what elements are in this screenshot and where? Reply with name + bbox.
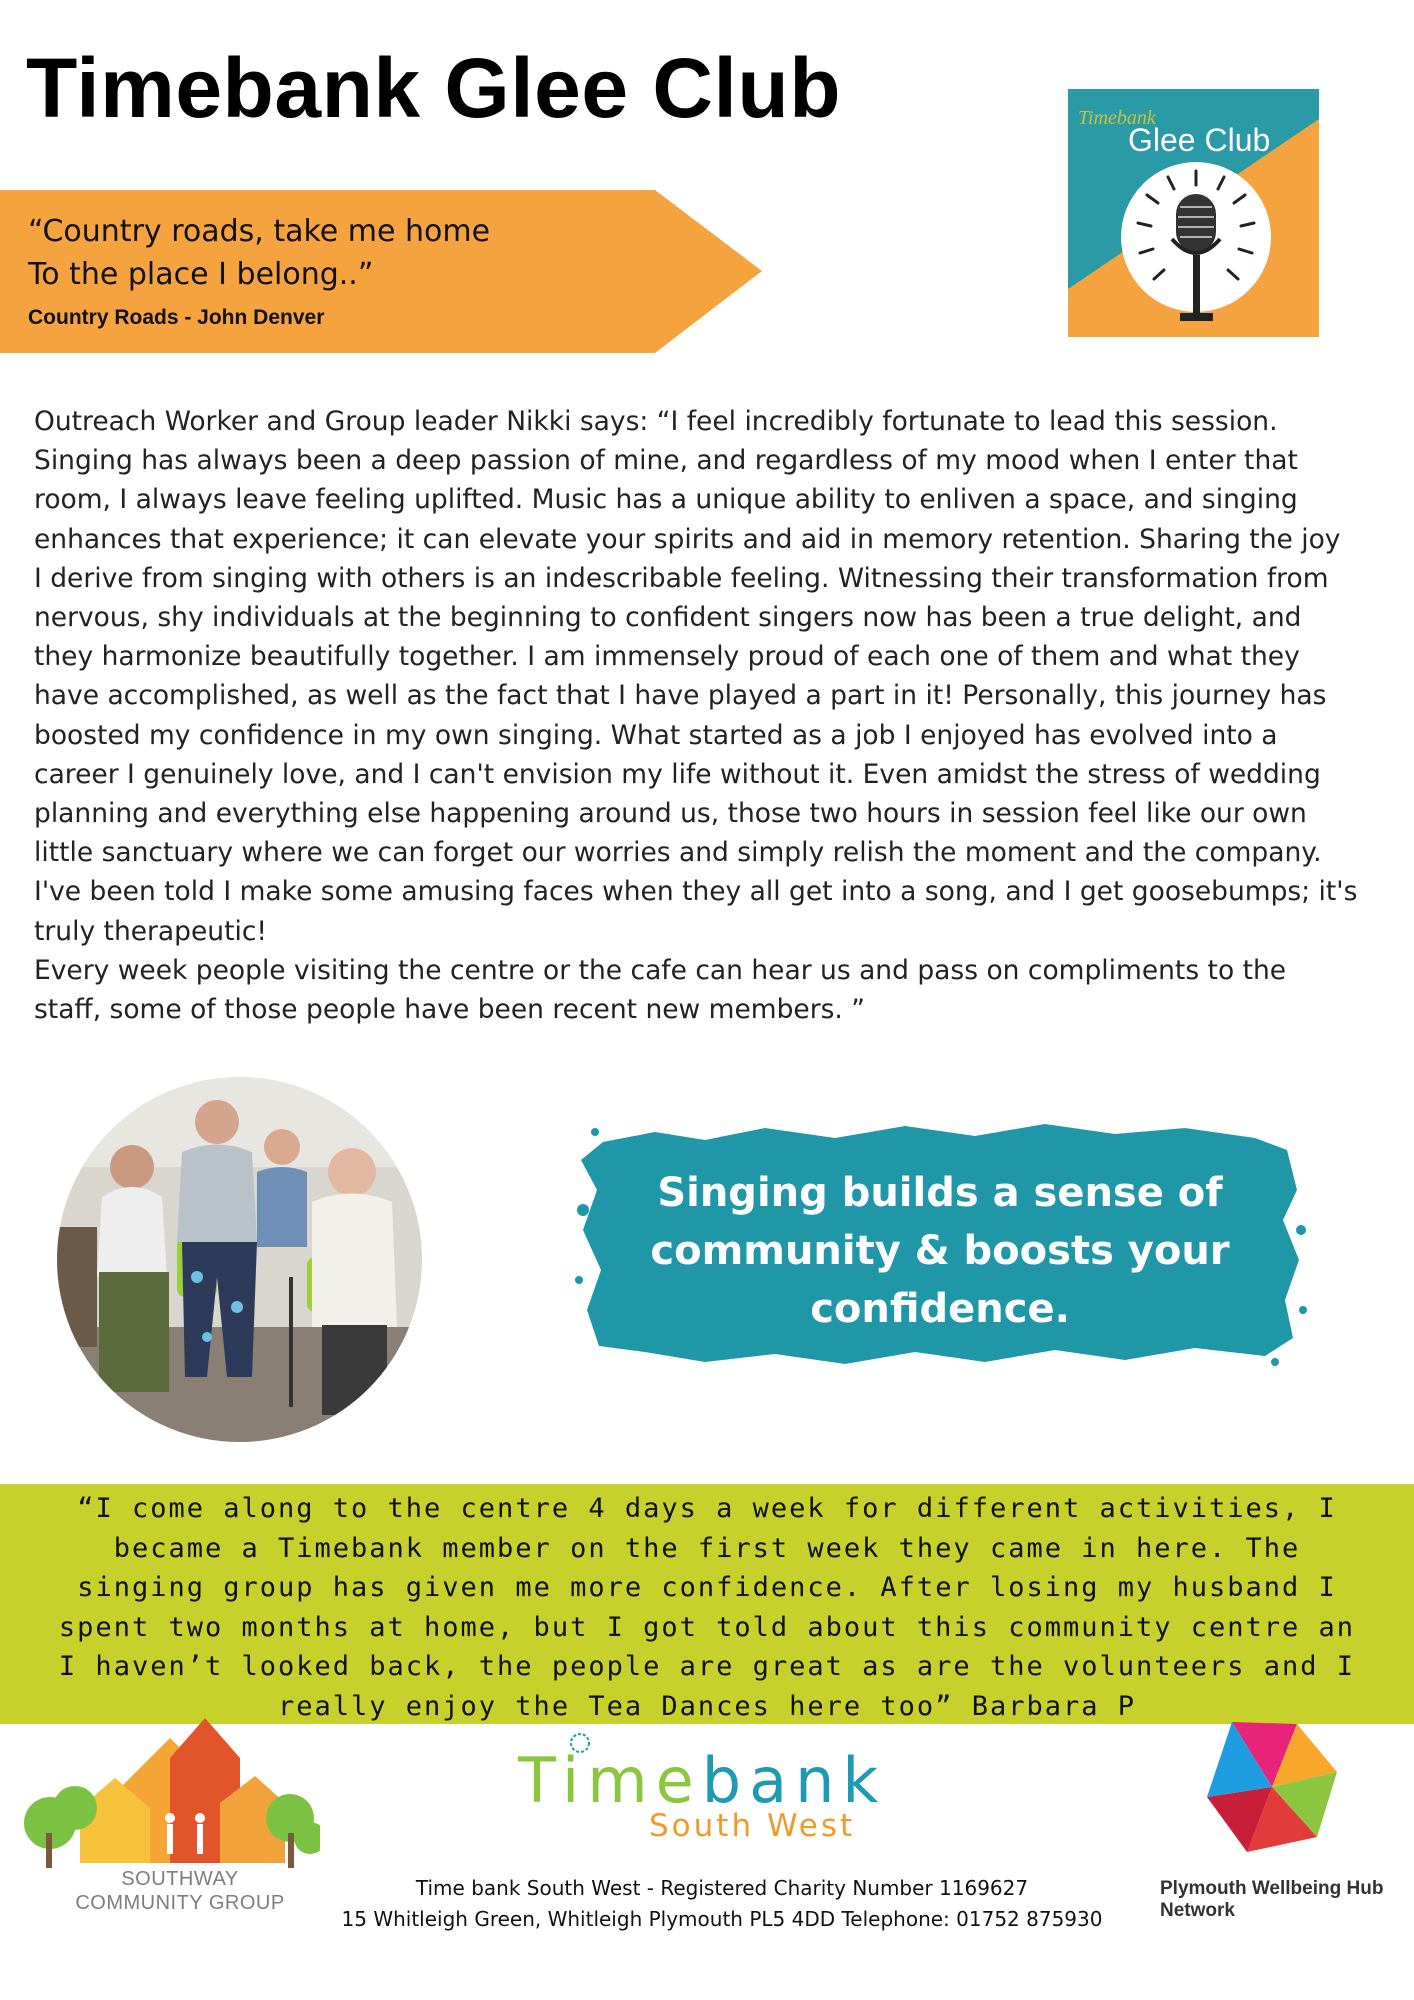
group-singing-photo [57, 1077, 422, 1442]
plymouth-wellbeing-logo [1202, 1712, 1342, 1862]
timebank-logo-time: Time [518, 1744, 702, 1817]
footer-charity-line: Time bank South West - Registered Charity Number 1169627 [415, 1876, 1029, 1900]
footer-address-line: 15 Whitleigh Green, Whitleigh Plymouth PL5 4DD Telephone: 01752 875930 [341, 1907, 1103, 1931]
timebank-clock-icon [565, 1728, 595, 1754]
song-quote-line: “Country roads, take me home [28, 214, 491, 249]
timebank-logo-bank: bank [701, 1744, 887, 1817]
song-credit: Country Roads - John Denver [28, 306, 325, 329]
timebank-logo-name [518, 1744, 886, 1817]
logo-script-text: Timebank [1078, 107, 1156, 129]
timebank-logo-sub: South West [649, 1808, 856, 1844]
page-title: Timebank Glee Club [26, 41, 841, 135]
body-text: Outreach Worker and Group leader Nikki says: “I feel incredibly fortunate to lead this session. Singing has always been a deep passion of mine, and regardless of my mood when I enter that room, I always leave feeling uplifted. Music has a unique ability to enliven a space, and singing enhances that experience; it can elevate your spirits and aid in memory retention. Sharing the joy I derive from singing with others is an indescribable feeling. Witnessing their transformation from nervous, shy individuals at the beginning to confident singers now has been a true delight, and they harmonize beautifully together. I am immensely proud of each one of them and what they have accomplished, as well as the fact that I have played a part in it! Personally, this journey has boosted my confidence in my own singing. What started as a job I enjoyed has evolved into a career I genuinely love, and I can't envision my life without it. Even amidst the stress of wedding planning and everything else happening around us, those two hours in session feel like our own little sanctuary where we can forget our worries and simply relish the moment and the company. I've been told I make some amusing faces when they all get into a song, and I get goosebumps; it's truly therapeutic! Every week people visiting the centre or the cafe can hear us and pass on compliments to the staff, some of those people have been recent new members. ” [34, 406, 1358, 1026]
song-quote-line: To the place I belong..” [28, 257, 374, 292]
testimonial-text: “I come along to the centre 4 days a week for different activities, I became a Timebank member on the first week they came in here. The singing group has given me more confidence. After losing my husband I spent two months at home, but I got told about this community centre an I haven’t looked back, the people are great as are the volunteers and I really enjoy the Tea Dances here too” Barbara P [58, 1493, 1356, 1722]
callout-text: Singing builds a sense of community & boosts your confidence. [650, 1170, 1230, 1332]
logo-name: Glee Club [1128, 122, 1271, 158]
southway-name: SOUTHWAY COMMUNITY GROUP [75, 1868, 285, 1914]
plymouth-wellbeing-name: Plymouth Wellbeing Hub Network [1160, 1878, 1384, 1921]
song-quote [28, 210, 490, 296]
